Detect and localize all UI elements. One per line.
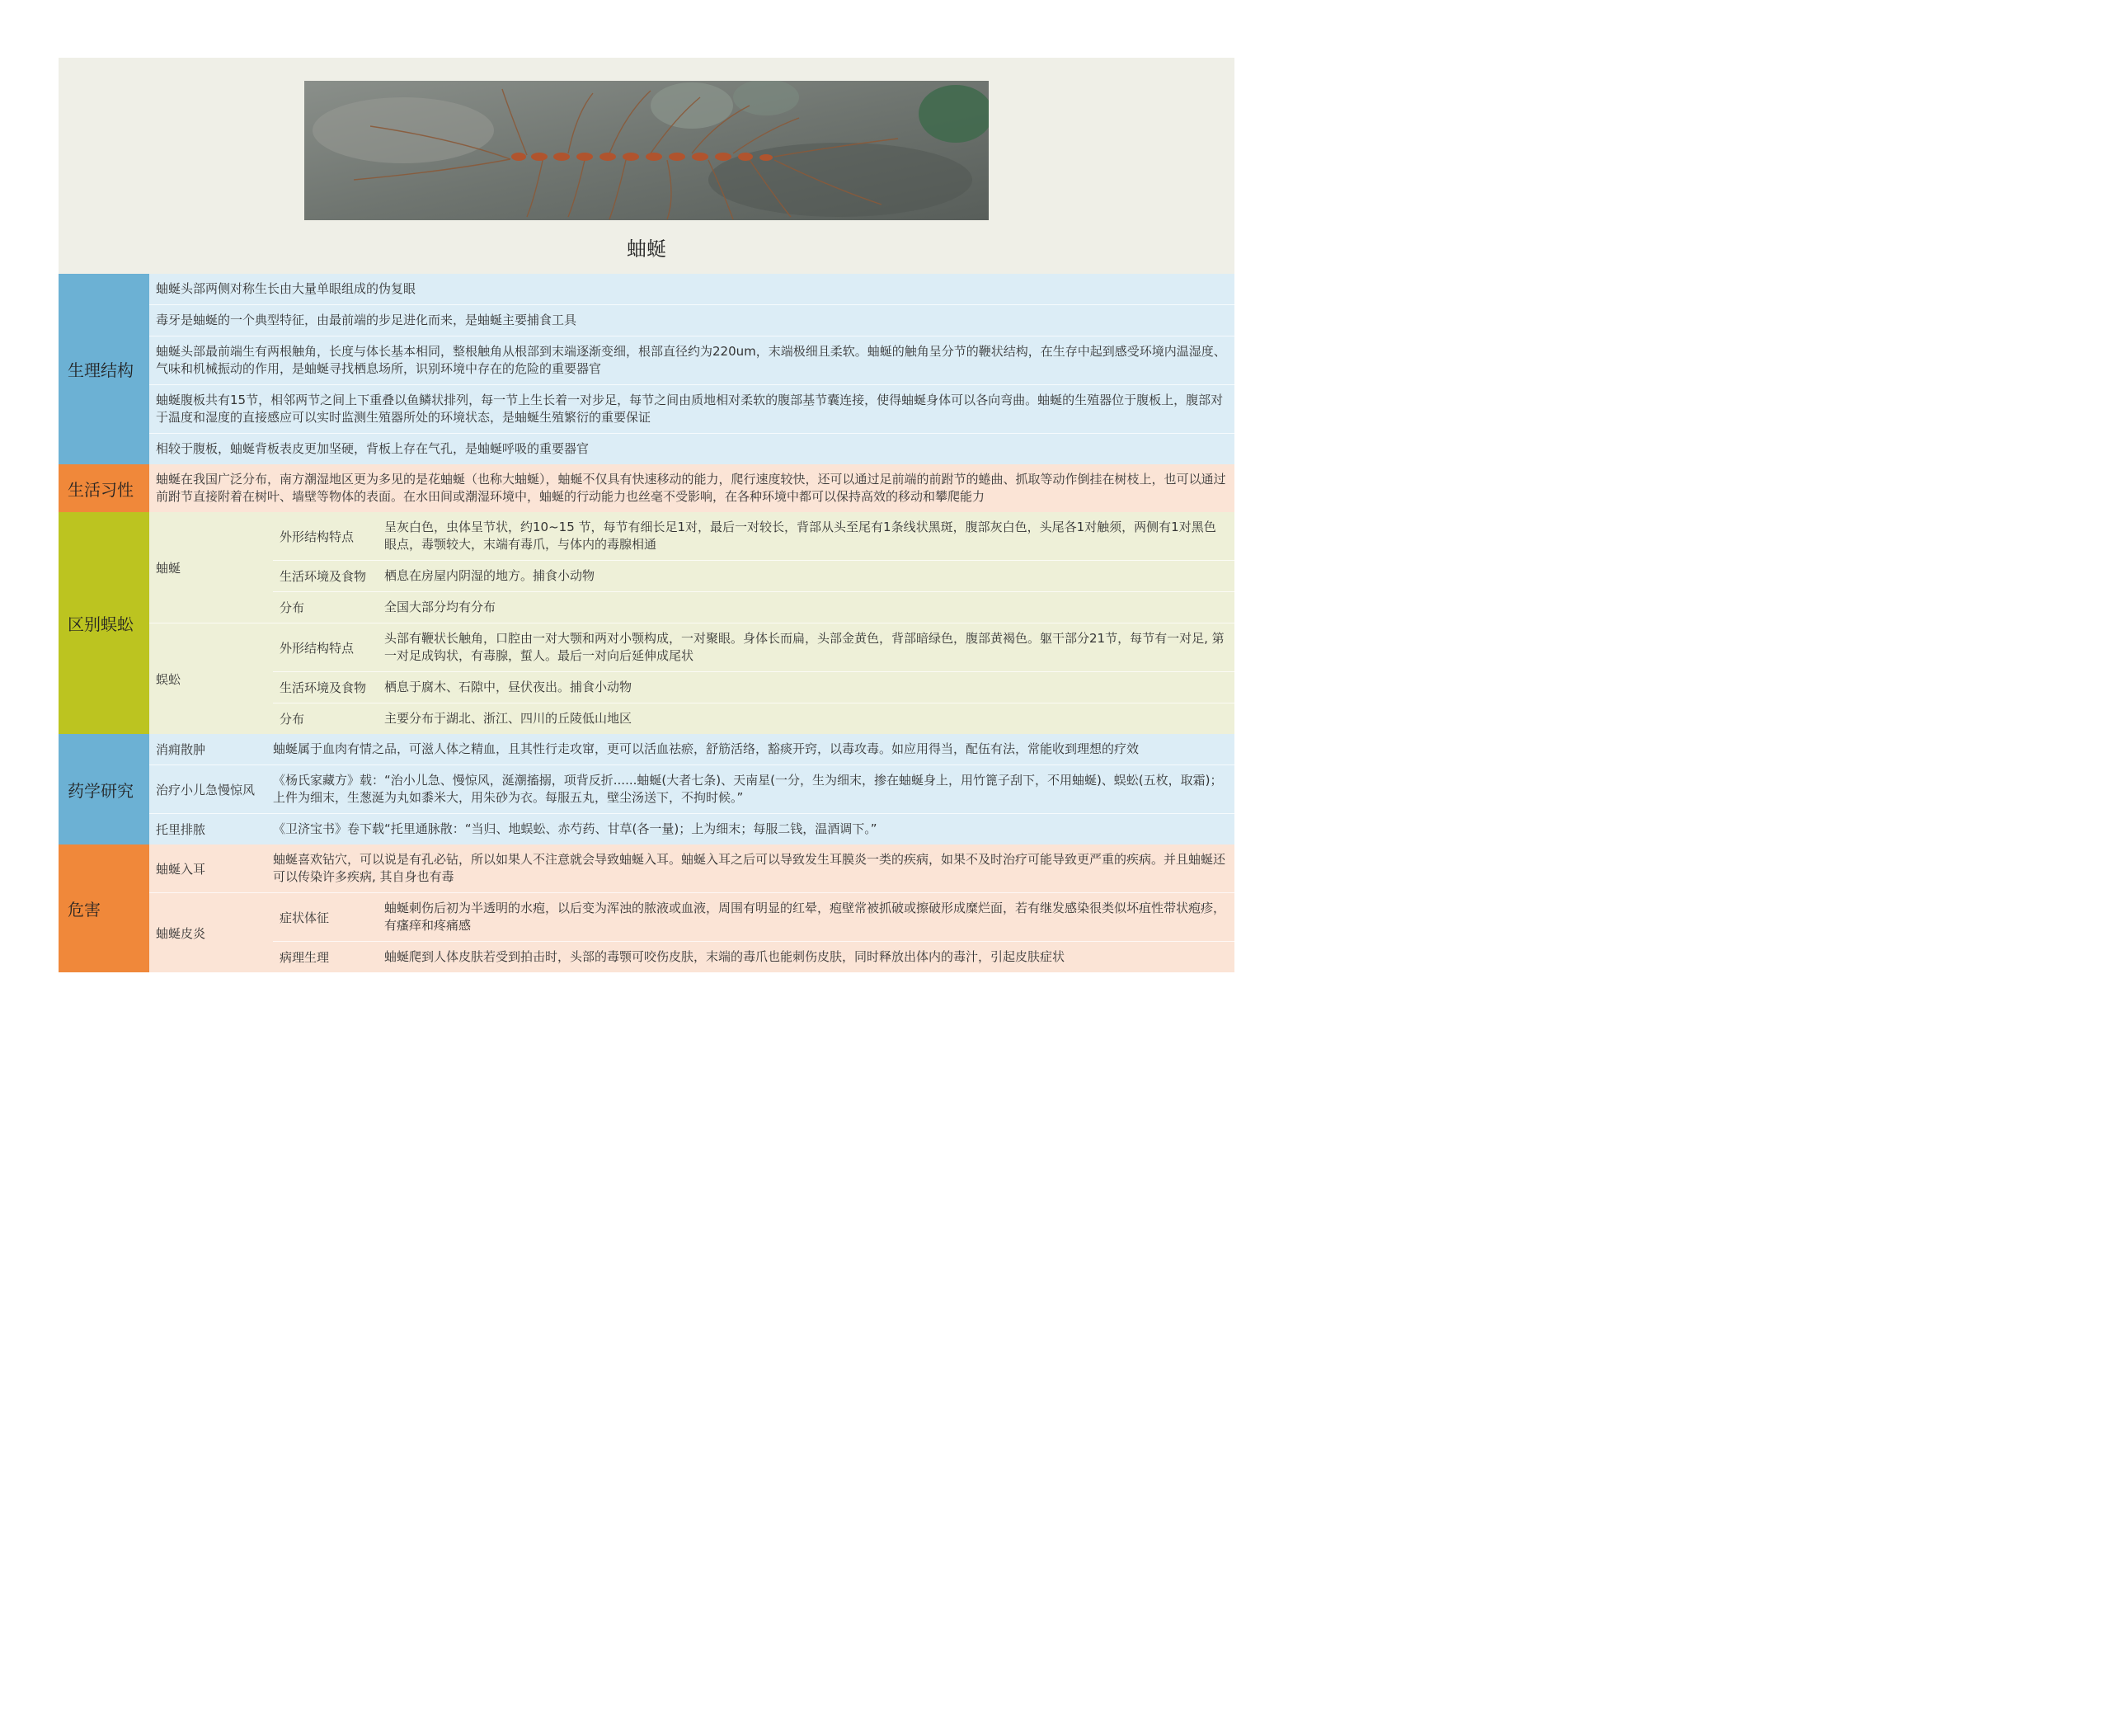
pair-key: 托里排脓 xyxy=(156,822,206,837)
kv-key: 症状体征 xyxy=(280,910,330,925)
kv-key: 病理生理 xyxy=(280,950,330,965)
section-body xyxy=(149,844,1234,972)
pair-row xyxy=(149,765,1234,814)
category-label: 危害 xyxy=(59,844,149,972)
pair-row xyxy=(149,814,1234,844)
subgroup xyxy=(149,623,1234,734)
centipede-photo xyxy=(304,81,989,220)
list-item: 相较于腹板，蚰蜒背板表皮更加坚硬，背板上存在气孔，是蚰蜒呼吸的重要器官 xyxy=(156,441,590,456)
list-item: 毒牙是蚰蜒的一个典型特征，由最前端的步足进化而来，是蚰蜒主要捕食工具 xyxy=(149,305,1234,336)
pair-value: 《卫济宝书》卷下载“托里通脉散：“当归、地蜈蚣、赤芍药、甘草(各一量)；上为细末；每服二钱，温酒调下。” xyxy=(273,821,877,836)
root-header xyxy=(59,58,1234,274)
kv-row xyxy=(273,512,1234,561)
kv-row xyxy=(273,623,1234,672)
subgroup-label: 蚰蜒 xyxy=(156,560,181,576)
kv-key: 分布 xyxy=(280,600,305,615)
subgroup-label: 蜈蚣 xyxy=(156,671,181,687)
pair-row xyxy=(149,844,1234,893)
kv-row xyxy=(273,893,1234,942)
subgroup-label: 蚰蜒皮炎 xyxy=(156,925,206,941)
kv-row xyxy=(273,942,1234,972)
kv-value: 蚰蜒刺伤后初为半透明的水疱，以后变为浑浊的脓液或血液，周围有明显的红晕，疱壁常被抓破或擦破形成糜烂面，若有继发感染很类似坏疽性带状疱疹，有瘙痒和疼痛感 xyxy=(384,901,1226,933)
kv-key: 分布 xyxy=(280,712,305,727)
subgroup xyxy=(149,512,1234,623)
category-label: 生理结构 xyxy=(59,274,149,464)
category-label: 生活习性 xyxy=(59,464,149,512)
list-item: 蚰蜒头部最前端生有两根触角，长度与体长基本相同，整根触角从根部到末端逐渐变细，根部直径约为220um，末端极细且柔软。蚰蜒的触角呈分节的鞭状结构，在生存中起到感受环境内温湿度、气味和机械振动的作用，是蚰蜒寻找栖息场所，识别环境中存在的危险的重要器官 xyxy=(149,336,1234,385)
mindmap xyxy=(59,58,1234,972)
kv-value: 栖息于腐木、石隙中，昼伏夜出。捕食小动物 xyxy=(384,680,632,694)
root-title: 蚰蜒 xyxy=(627,238,666,261)
section-body xyxy=(149,734,1234,844)
pair-value: 《杨氏家藏方》载：“治小儿急、慢惊风，涎潮搐搦，项背反折......蚰蜒(大者七条)、天南星(一分，生为细末，掺在蚰蜒身上，用竹篦子刮下，不用蚰蜒)、蜈蚣(五枚，取霜)；上件为细末，生葱涎为丸如黍米大，用朱砂为衣。每服五丸，壁尘汤送下，不拘时候。” xyxy=(273,773,1223,805)
kv-key: 生活环境及食物 xyxy=(280,680,367,695)
section-harm xyxy=(59,844,1234,972)
section-body xyxy=(149,464,1234,512)
list-item: 蚰蜒头部两侧对称生长由大量单眼组成的伪复眼 xyxy=(149,274,1234,305)
section-body xyxy=(149,512,1234,734)
section-body xyxy=(149,274,1234,464)
kv-value: 全国大部分均有分布 xyxy=(384,600,496,614)
kv-value: 蚰蜒爬到人体皮肤若受到拍击时，头部的毒颚可咬伤皮肤，末端的毒爪也能刺伤皮肤，同时释放出体内的毒汁，引起皮肤症状 xyxy=(384,949,1065,964)
kv-value: 栖息在房屋内阴湿的地方。捕食小动物 xyxy=(384,568,595,583)
kv-row xyxy=(273,703,1234,734)
category-label: 区别蜈蚣 xyxy=(59,512,149,734)
kv-row xyxy=(273,561,1234,592)
pair-value: 蚰蜒喜欢钻穴，可以说是有孔必钻，所以如果人不注意就会导致蚰蜒入耳。蚰蜒入耳之后可以导致发生耳膜炎一类的疾病，如果不及时治疗可能导致更严重的疾病。并且蚰蜒还可以传染许多疾病, 其自身也有毒 xyxy=(273,852,1226,884)
kv-value: 主要分布于湖北、浙江、四川的丘陵低山地区 xyxy=(384,711,632,726)
subgroup xyxy=(149,893,1234,972)
pair-row xyxy=(149,734,1234,765)
centipede-image xyxy=(304,81,989,220)
category-label: 药学研究 xyxy=(59,734,149,844)
kv-row xyxy=(273,672,1234,703)
list-item: 蚰蜒在我国广泛分布，南方潮湿地区更为多见的是花蚰蜒（也称大蚰蜒），蚰蜒不仅具有快速移动的能力，爬行速度较快，还可以通过足前端的前跗节的蜷曲、抓取等动作倒挂在树枝上，也可以通过前跗节直接附着在树叶、墙壁等物体的表面。在水田间或潮湿环境中，蚰蜒的行动能力也丝毫不受影响，在各种环境中都可以保持高效的移动和攀爬能力 xyxy=(156,472,1226,504)
kv-key: 外形结构特点 xyxy=(280,640,355,656)
pair-value: 蚰蜒属于血肉有情之品，可滋人体之精血，且其性行走攻窜，更可以活血祛瘀，舒筋活络，豁痰开窍，以毒攻毒。如应用得当，配伍有法，常能收到理想的疗效 xyxy=(273,741,1140,756)
pair-key: 消痈散肿 xyxy=(156,742,206,757)
kv-value: 头部有鞭状长触角，口腔由一对大颚和两对小颚构成，一对聚眼。身体长而扁，头部金黄色，背部暗绿色，腹部黄褐色。躯干部分21节，每节有一对足, 第一对足成钩状，有毒腺，蜇人。最后一对向后延伸成尾状 xyxy=(384,631,1225,663)
kv-key: 生活环境及食物 xyxy=(280,569,367,584)
section-habits xyxy=(59,464,1234,512)
kv-key: 外形结构特点 xyxy=(280,529,355,544)
section-pharmacology xyxy=(59,734,1234,844)
pair-key: 治疗小儿急慢惊风 xyxy=(156,782,256,797)
section-physiology xyxy=(59,274,1234,464)
kv-value: 呈灰白色，虫体呈节状，约10~15 节，每节有细长足1对，最后一对较长，背部从头至尾有1条线状黑斑，腹部灰白色，头尾各1对触须，两侧有1对黑色眼点，毒颚较大，末端有毒爪，与体内的毒腺相通 xyxy=(384,520,1216,552)
pair-key: 蚰蜒入耳 xyxy=(156,861,206,877)
list-item: 蚰蜒腹板共有15节，相邻两节之间上下重叠以鱼鳞状排列，每一节上生长着一对步足，每节之间由质地相对柔软的腹部基节囊连接，使得蚰蜒身体可以各向弯曲。蚰蜒的生殖器位于腹板上，腹部对于温度和湿度的直接感应可以实时监测生殖器所处的环境状态，是蚰蜒生殖繁衍的重要保证 xyxy=(149,385,1234,434)
section-compare-centipede xyxy=(59,512,1234,734)
kv-row xyxy=(273,592,1234,623)
